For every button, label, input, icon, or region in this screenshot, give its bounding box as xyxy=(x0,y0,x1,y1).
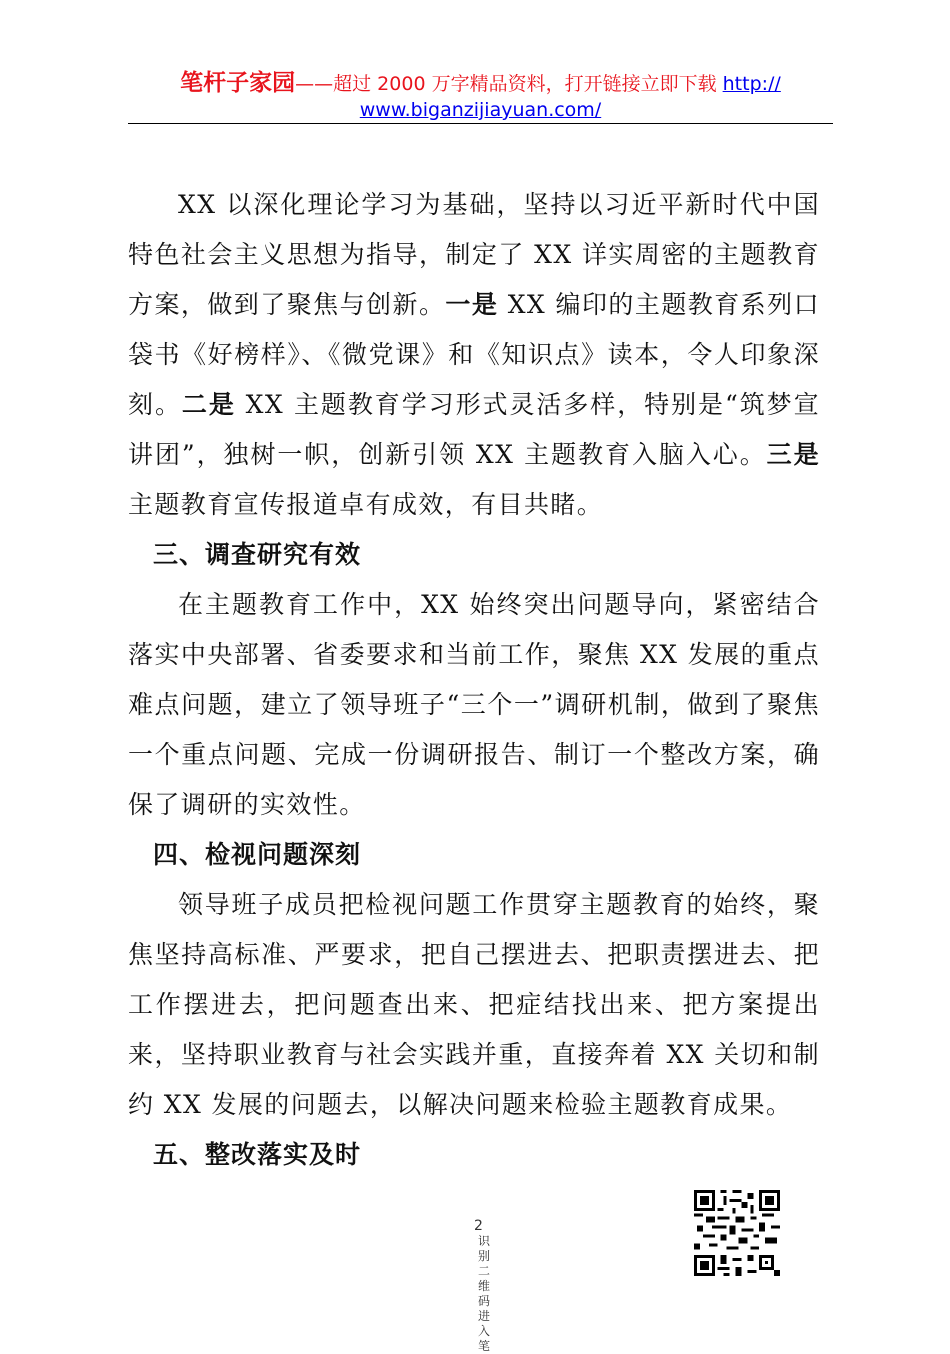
bold-first: 一是 xyxy=(445,290,499,319)
header-slogan: ——超过 2000 万字精品资料，打开链接立即下载 xyxy=(295,73,723,95)
bold-second: 二是 xyxy=(181,390,236,419)
paragraph-review: 领导班子成员把检视问题工作贯穿主题教育的始终，聚焦坚持高标准、严要求，把自己摆进去、把职责摆进去、把工作摆进去，把问题查出来、把症结找出来、把方案提出来，坚持职业教育与社会实践并重，直接奔着 XX 关切和制约 XX 发展的问题去，以解决问题来检验主题教育成果。 xyxy=(128,890,820,1119)
header-link-part1[interactable]: http:// xyxy=(722,73,781,95)
bold-third: 三是 xyxy=(766,440,820,469)
qr-caption: 识别二维码进入笔 xyxy=(478,1234,491,1353)
page-number: 2 xyxy=(474,1218,483,1234)
section-heading-3: 三、调查研究有效 xyxy=(153,540,362,569)
document-body xyxy=(128,180,820,1180)
paragraph-intro: XX 以深化理论学习为基础，坚持以习近平新时代中国特色社会主义思想为指导，制定了 XX 详实周密的主题教育方案，做到了聚焦与创新。一是 XX 编印的主题教育系列口袋书《好榜样》、《微党课》和《知识点》读本，令人印象深刻。二是 XX 主题教育学习形式灵活多样，特别是“筑梦宣讲团”，独树一帜，创新引领 XX 主题教育入脑入心。三是主题教育宣传报道卓有成效，有目共睹。 xyxy=(128,190,820,519)
section-heading-4: 四、检视问题深刻 xyxy=(153,840,362,869)
qr-code-icon[interactable] xyxy=(694,1190,780,1276)
brand-name: 笔杆子家园 xyxy=(180,70,296,96)
page-header xyxy=(128,70,833,123)
header-divider xyxy=(128,123,833,124)
header-link-part2[interactable]: www.biganzijiayuan.com/ xyxy=(359,99,602,121)
section-heading-5: 五、整改落实及时 xyxy=(153,1140,362,1169)
paragraph-research: 在主题教育工作中，XX 始终突出问题导向，紧密结合落实中央部署、省委要求和当前工作，聚焦 XX 发展的重点难点问题，建立了领导班子“三个一”调研机制，做到了聚焦一个重点问题、完成一份调研报告、制订一个整改方案，确保了调研的实效性。 xyxy=(128,590,820,819)
